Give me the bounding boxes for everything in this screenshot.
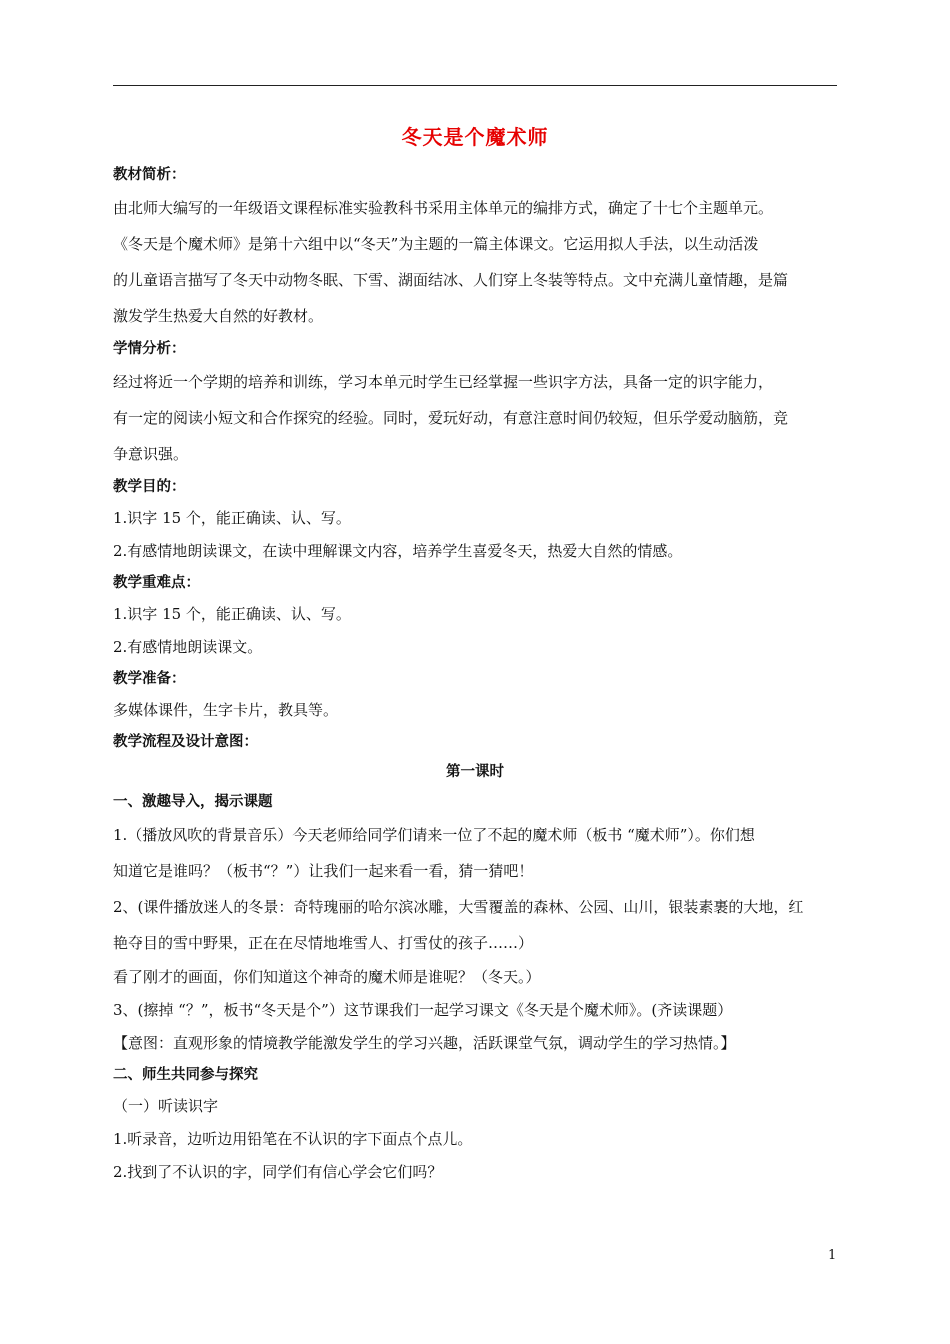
part1-line: 3、(擦掉 “？”，板书“冬天是个”）这节课我们一起学习课文《冬天是个魔术师》。(齐读课题） <box>113 1001 733 1019</box>
learner-line: 经过将近一个学期的培养和训练，学习本单元时学生已经掌握一些识字方法，具备一定的识字能力， <box>113 373 774 391</box>
flow-heading: 教学流程及设计意图： <box>113 734 258 750</box>
part1-line: 1.（播放风吹的背景音乐）今天老师给同学们请来一位了不起的魔术师（板书 “魔术师”）。你们想 <box>113 826 755 844</box>
part2-subheading: （一）听读识字 <box>113 1097 219 1115</box>
learner-line: 有一定的阅读小短文和合作探究的经验。同时，爱玩好动，有意注意时间仍较短，但乐学爱动脑筋，竞 <box>113 409 789 427</box>
key-heading: 教学重难点： <box>113 575 200 591</box>
lesson-label: 第一课时 <box>446 764 504 780</box>
part1-line: 看了刚才的画面，你们知道这个神奇的魔术师是谁呢？（冬天。） <box>113 968 541 986</box>
analysis-line: 激发学生热爱大自然的好教材。 <box>113 307 324 325</box>
document-body <box>113 160 837 1189</box>
key-point: 2.有感情地朗读课文。 <box>113 638 263 656</box>
analysis-heading: 教材简析： <box>113 167 186 183</box>
goal-item: 2.有感情地朗读课文，在读中理解课文内容，培养学生喜爱冬天，热爱大自然的情感。 <box>113 542 683 560</box>
goal-item: 1.识字 15 个，能正确读、认、写。 <box>113 509 351 527</box>
page-number: 1 <box>828 1248 837 1263</box>
part1-line: 艳夺目的雪中野果，正在在尽情地堆雪人、打雪仗的孩子……） <box>113 934 534 952</box>
part2-line: 1.听录音，边听边用铅笔在不认识的字下面点个点儿。 <box>113 1130 473 1148</box>
prep-text: 多媒体课件，生字卡片，教具等。 <box>113 701 339 719</box>
key-point: 1.识字 15 个，能正确读、认、写。 <box>113 605 351 623</box>
analysis-line: 由北师大编写的一年级语文课程标准实验教科书采用主体单元的编排方式，确定了十七个主题单元。 <box>113 199 774 217</box>
document-title: 冬天是个魔术师 <box>401 125 549 149</box>
header-rule <box>113 85 837 86</box>
part2-line: 2.找到了不认识的字，同学们有信心学会它们吗？ <box>113 1163 443 1181</box>
analysis-line: 《冬天是个魔术师》是第十六组中以“冬天”为主题的一篇主体课文。它运用拟人手法，以生动活泼 <box>113 235 759 253</box>
part1-line: 2、(课件播放迷人的冬景：奇特瑰丽的哈尔滨冰雕，大雪覆盖的森林、公园、山川，银装素裹的大地，红 <box>113 898 804 916</box>
learner-heading: 学情分析： <box>113 341 186 357</box>
intent-note: 【意图：直观形象的情境教学能激发学生的学习兴趣，活跃课堂气氛，调动学生的学习热情。】 <box>113 1034 736 1052</box>
part1-heading: 一、激趣导入，揭示课题 <box>113 794 273 810</box>
analysis-line: 的儿童语言描写了冬天中动物冬眠、下雪、湖面结冰、人们穿上冬装等特点。文中充满儿童情趣，是篇 <box>113 271 789 289</box>
goals-heading: 教学目的： <box>113 479 186 495</box>
prep-heading: 教学准备： <box>113 671 186 687</box>
part2-heading: 二、师生共同参与探究 <box>113 1067 258 1083</box>
part1-line: 知道它是谁吗？（板书“？”）让我们一起来看一看，猜一猜吧！ <box>113 862 534 880</box>
learner-line: 争意识强。 <box>113 445 189 463</box>
